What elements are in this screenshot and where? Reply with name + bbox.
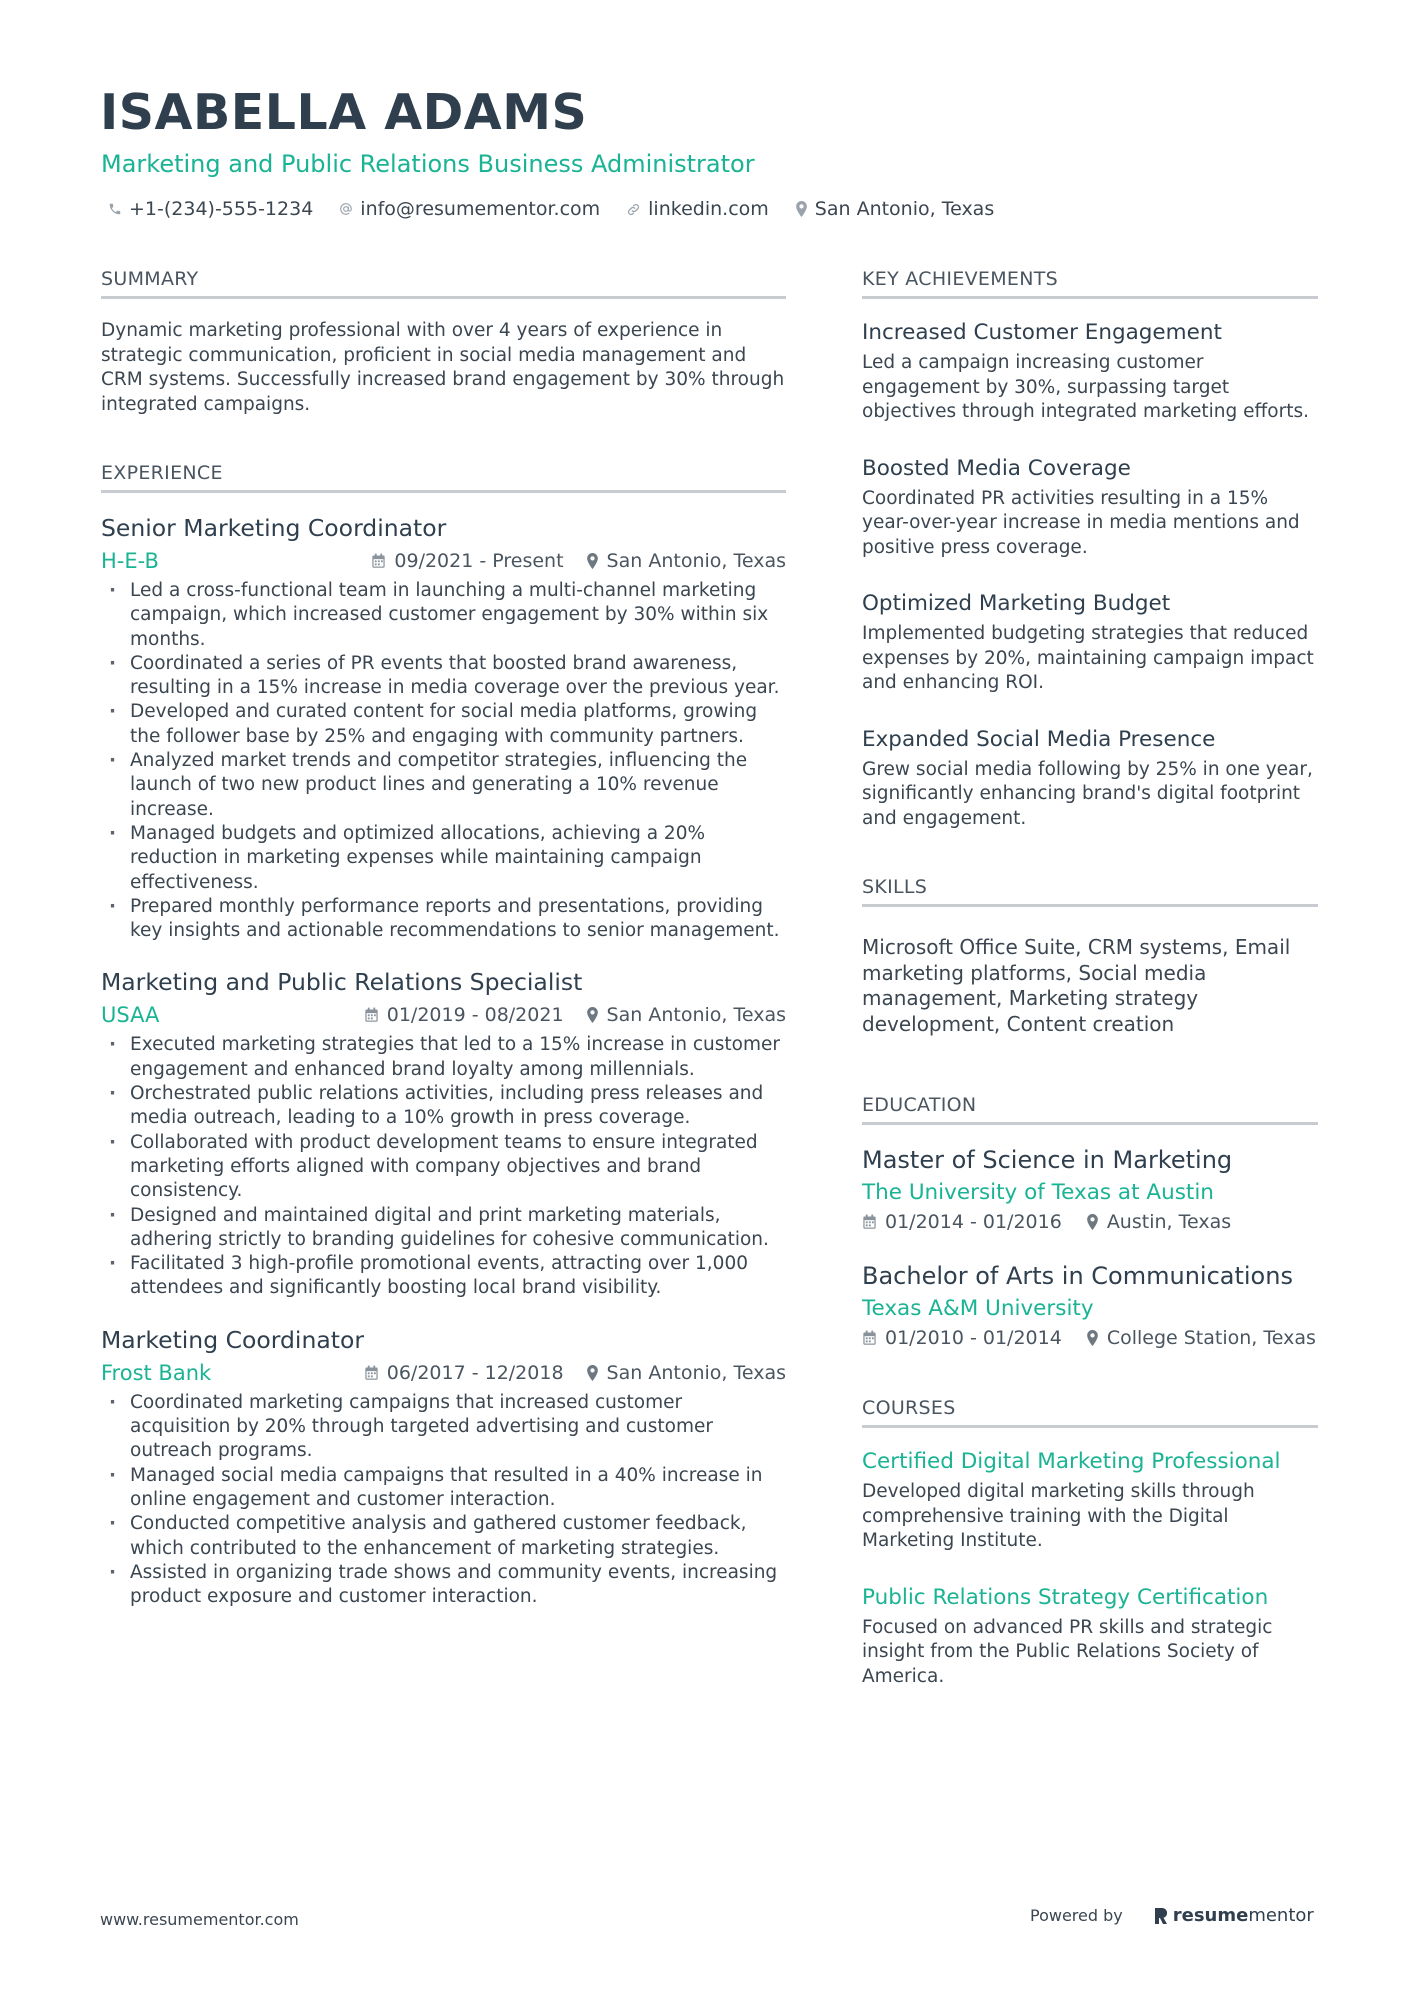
skills-text: Microsoft Office Suite, CRM systems, Email marketing platforms, Social media management, Marketing strategy development, Content creation [862, 935, 1291, 1036]
summary-heading: SUMMARY [101, 268, 786, 299]
job-location [586, 550, 786, 572]
footer-url[interactable]: www.resumementor.com [100, 1910, 299, 1929]
experience-section [101, 462, 786, 1609]
job-location-text: San Antonio, Texas [606, 550, 786, 572]
job-dates [364, 1004, 564, 1026]
job-company: H-E-B [101, 549, 159, 573]
education-section [862, 1094, 1318, 1349]
job-dates-text: 09/2021 - Present [394, 550, 564, 572]
experience-item [101, 967, 786, 1300]
achievement-title: Boosted Media Coverage [862, 455, 1131, 481]
bullet-item: · Designed and maintained digital and print marketing materials, adhering strictly to branding guidelines for cohesive communication. [101, 1204, 786, 1253]
summary-section [101, 268, 786, 417]
location-pin-icon [1086, 1330, 1099, 1346]
education-dates [862, 1211, 1062, 1233]
achievement-item [862, 590, 1318, 696]
job-location [586, 1362, 786, 1384]
contact-row [108, 198, 994, 220]
calendar-icon [862, 1330, 877, 1346]
education-degree: Master of Science in Marketing [862, 1146, 1233, 1174]
right-column [862, 268, 1318, 1689]
achievement-title: Expanded Social Media Presence [862, 726, 1216, 752]
bullet-item: · Coordinated marketing campaigns that increased customer acquisition by 20% through targeted advertising and customer outreach programs. [101, 1391, 786, 1464]
job-dates-text: 01/2019 - 08/2021 [386, 1004, 564, 1027]
achievement-title: Increased Customer Engagement [862, 320, 1222, 345]
courses-section [862, 1397, 1318, 1689]
experience-item [101, 513, 786, 943]
education-school: The University of Texas at Austin [862, 1180, 1214, 1205]
achievements-section [862, 268, 1318, 831]
achievement-desc: Grew social media following by 25% in one year, significantly enhancing brand's digital footprint and engagement. [862, 758, 1313, 829]
phone-text: +1-(234)-555-1234 [129, 198, 314, 220]
courses-heading: COURSES [862, 1397, 1318, 1428]
course-item [862, 1584, 1318, 1690]
bullet-item: · Led a cross-functional team in launching a multi-channel marketing campaign, which increased customer engagement by 30% within six months. [101, 579, 786, 652]
course-title: Public Relations Strategy Certification [862, 1584, 1269, 1610]
course-desc: Focused on advanced PR skills and strategic insight from the Public Relations Society of America. [862, 1616, 1273, 1687]
bullet-item: · Prepared monthly performance reports and presentations, providing key insights and actionable recommendations to senior management. [101, 895, 786, 944]
contact-email[interactable] [339, 198, 600, 220]
job-location-text: San Antonio, Texas [606, 1004, 786, 1027]
bullet-item: · Executed marketing strategies that led to a 15% increase in customer engagement and enhanced brand loyalty among millennials. [101, 1033, 786, 1082]
education-location-text: College Station, Texas [1106, 1327, 1316, 1349]
experience-heading: EXPERIENCE [101, 462, 786, 493]
bullet-item: · Collaborated with product development teams to ensure integrated marketing efforts aligned with company objectives and brand consistency. [101, 1131, 786, 1204]
link-icon [626, 202, 641, 217]
achievement-item [862, 319, 1318, 425]
education-school: Texas A&M University [862, 1296, 1094, 1321]
achievements-heading: KEY ACHIEVEMENTS [862, 268, 1318, 299]
job-dates [364, 1362, 564, 1384]
email-text: info@resumementor.com [360, 198, 601, 220]
skills-section [862, 876, 1318, 1037]
bullet-item: · Facilitated 3 high-profile promotional events, attracting over 1,000 attendees and significantly boosting local brand visibility. [101, 1252, 786, 1301]
job-title: Senior Marketing Coordinator [101, 514, 447, 542]
candidate-name: ISABELLA ADAMS [100, 84, 588, 141]
education-location-text: Austin, Texas [1106, 1211, 1232, 1233]
location-pin-icon [795, 201, 808, 217]
contact-phone [108, 198, 313, 220]
linkedin-text: linkedin.com [648, 198, 769, 220]
bullet-item: · Coordinated a series of PR events that boosted brand awareness, resulting in a 15% increase in media coverage over the previous year. [101, 652, 786, 701]
job-title: Marketing Coordinator [101, 1325, 364, 1354]
location-pin-icon [586, 1007, 599, 1023]
left-column [101, 268, 786, 1609]
resumementor-logo-icon [1153, 1906, 1169, 1926]
contact-location [795, 198, 994, 220]
course-desc: Developed digital marketing skills through comprehensive training with the Digital Marketing Institute. [862, 1481, 1255, 1551]
brand-name-part-1: resume [1172, 1905, 1249, 1926]
achievement-desc: Led a campaign increasing customer engagement by 30%, surpassing target objectives through integrated marketing efforts. [862, 352, 1309, 422]
job-location [586, 1004, 786, 1026]
candidate-title: Marketing and Public Relations Business Administrator [101, 150, 755, 178]
summary-text: Dynamic marketing professional with over 4 years of experience in strategic communication, proficient in social media management and CRM systems. Successfully increased brand engagement by 30% through integrated campaigns. [101, 320, 785, 415]
location-pin-icon [1086, 1214, 1099, 1230]
location-pin-icon [586, 1365, 599, 1381]
bullet-item: · Developed and curated content for social media platforms, growing the follower base by 25% and engaging with community partners. [101, 700, 786, 749]
powered-by-text: Powered by [1030, 1906, 1123, 1925]
footer-branding [1030, 1905, 1314, 1926]
education-meta [862, 1327, 1318, 1349]
at-icon [339, 202, 353, 216]
achievement-title: Optimized Marketing Budget [862, 591, 1171, 616]
achievement-desc: Coordinated PR activities resulting in a 15% year-over-year increase in media mentions and positive press coverage. [862, 487, 1300, 558]
job-company: Frost Bank [101, 1360, 212, 1385]
calendar-icon [862, 1214, 877, 1230]
job-meta [101, 547, 786, 575]
achievement-item [862, 455, 1318, 561]
course-title: Certified Digital Marketing Professional [862, 1449, 1281, 1474]
education-meta [862, 1211, 1318, 1233]
course-item [862, 1448, 1318, 1554]
bullet-item: · Orchestrated public relations activities, including press releases and media outreach, leading to a 10% growth in press coverage. [101, 1082, 786, 1131]
bullet-item: · Managed budgets and optimized allocations, achieving a 20% reduction in marketing expenses while maintaining campaign effectiveness. [101, 822, 786, 895]
calendar-icon [364, 1007, 379, 1023]
job-dates [371, 550, 563, 572]
education-item [862, 1145, 1318, 1233]
brand-logo[interactable] [1153, 1905, 1314, 1926]
education-dates-text: 01/2014 - 01/2016 [885, 1211, 1062, 1233]
bullet-item: · Analyzed market trends and competitor strategies, influencing the launch of two new product lines and generating a 10% revenue increase. [101, 749, 786, 822]
bullet-item: · Assisted in organizing trade shows and community events, increasing product exposure and customer interaction. [101, 1561, 786, 1610]
job-bullets [101, 1033, 786, 1300]
calendar-icon [371, 553, 386, 569]
location-text: San Antonio, Texas [814, 198, 995, 220]
phone-icon [108, 202, 122, 216]
education-dates-text: 01/2010 - 01/2014 [885, 1327, 1062, 1349]
experience-item [101, 1325, 786, 1610]
contact-linkedin[interactable] [626, 198, 769, 220]
bullet-item: · Conducted competitive analysis and gathered customer feedback, which contributed to the enhancement of marketing strategies. [101, 1512, 786, 1561]
education-location [1086, 1327, 1316, 1349]
education-location [1086, 1211, 1231, 1233]
job-dates-text: 06/2017 - 12/2018 [386, 1361, 564, 1384]
achievement-desc: Implemented budgeting strategies that reduced expenses by 20%, maintaining campaign impact and enhancing ROI. [862, 623, 1314, 693]
calendar-icon [364, 1365, 379, 1381]
brand-name-part-2: mentor [1248, 1905, 1314, 1926]
skills-heading: SKILLS [862, 876, 1318, 907]
job-title: Marketing and Public Relations Specialist [101, 968, 583, 997]
job-bullets [101, 1391, 786, 1610]
education-heading: EDUCATION [862, 1094, 1318, 1125]
education-item [862, 1261, 1318, 1349]
job-location-text: San Antonio, Texas [606, 1361, 786, 1384]
job-meta [101, 1001, 786, 1029]
location-pin-icon [586, 553, 599, 569]
education-degree: Bachelor of Arts in Communications [862, 1262, 1293, 1290]
bullet-item: · Managed social media campaigns that resulted in a 40% increase in online engagement and customer interaction. [101, 1464, 786, 1513]
job-company: USAA [101, 1003, 160, 1028]
education-dates [862, 1327, 1062, 1349]
achievement-item [862, 726, 1318, 832]
job-meta [101, 1359, 786, 1387]
job-bullets [101, 579, 786, 943]
